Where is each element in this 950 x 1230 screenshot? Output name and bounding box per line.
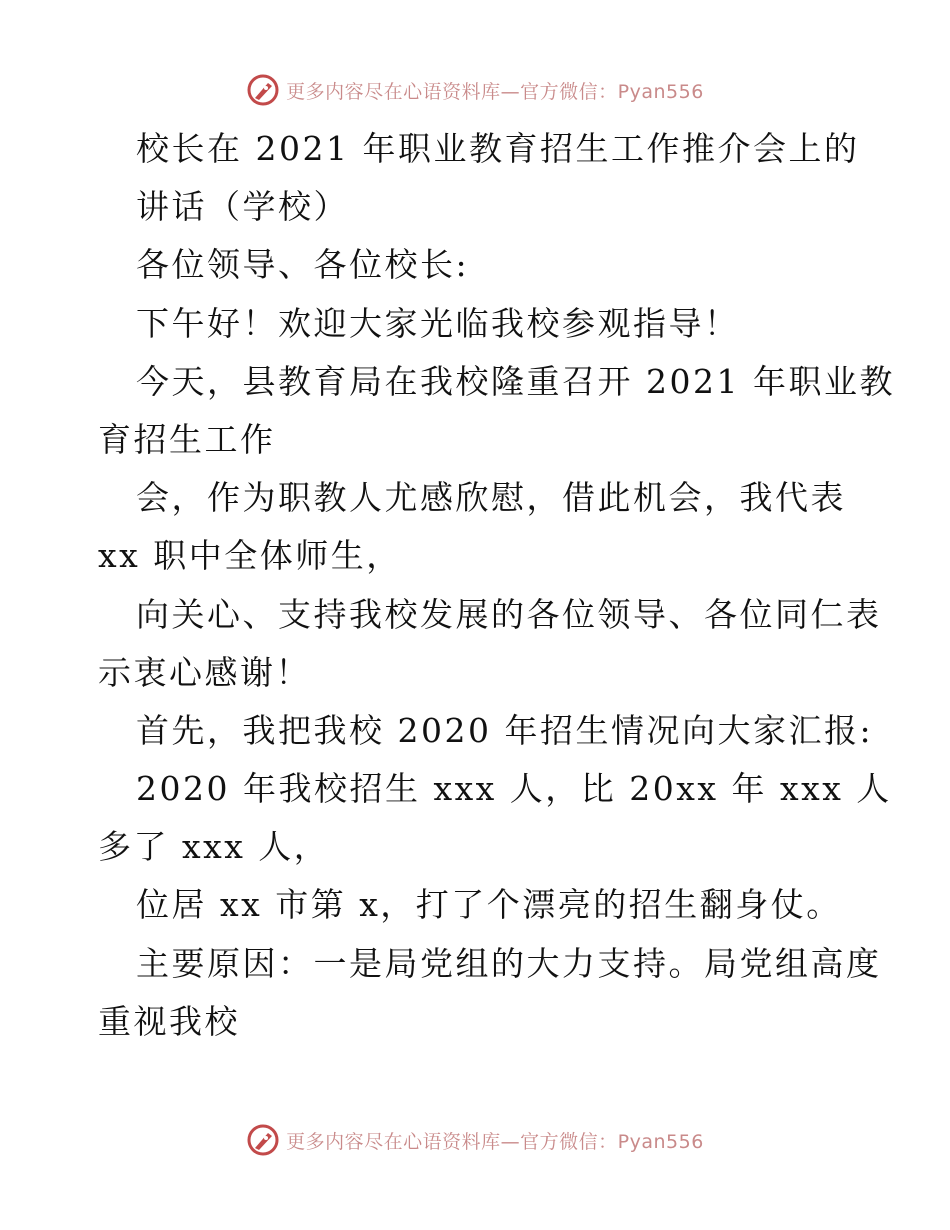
- doc-line: 讲话（学校）: [136, 187, 349, 227]
- pen-logo-icon: [246, 73, 280, 107]
- doc-line: 重视我校: [98, 1001, 240, 1041]
- footer-watermark: [0, 1120, 950, 1160]
- watermark-text: 更多内容尽在心语资料库—官方微信：Pyan556: [286, 80, 704, 103]
- doc-line: 位居 xx 市第 x，打了个漂亮的招生翻身仗。: [136, 885, 842, 925]
- doc-line: 向关心、支持我校发展的各位领导、各位同仁表: [136, 594, 882, 634]
- doc-line: 育招生工作: [98, 419, 276, 459]
- doc-line: 今天，县教育局在我校隆重召开 2021 年职业教: [136, 361, 895, 401]
- doc-line: 各位领导、各位校长:: [136, 245, 470, 285]
- doc-line: 校长在 2021 年职业教育招生工作推介会上的: [136, 129, 860, 168]
- doc-line: xx 职中全体师生，: [98, 536, 402, 576]
- document-body: [98, 120, 895, 1051]
- doc-line: 示衷心感谢！: [98, 652, 311, 692]
- doc-line: 会，作为职教人尤感欣慰，借此机会，我代表: [136, 478, 846, 518]
- pen-logo-icon: [246, 1123, 280, 1157]
- doc-line: 2020 年我校招生 xxx 人，比 20xx 年 xxx 人: [136, 769, 892, 809]
- doc-line: 多了 xxx 人，: [98, 827, 330, 867]
- doc-line: 首先，我把我校 2020 年招生情况向大家汇报:: [136, 710, 874, 750]
- doc-line: 下午好！欢迎大家光临我校参观指导！: [136, 303, 740, 343]
- watermark-text: 更多内容尽在心语资料库—官方微信：Pyan556: [286, 1130, 704, 1153]
- header-watermark: [0, 70, 950, 110]
- doc-line: 主要原因：一是局党组的大力支持。局党组高度: [136, 943, 882, 983]
